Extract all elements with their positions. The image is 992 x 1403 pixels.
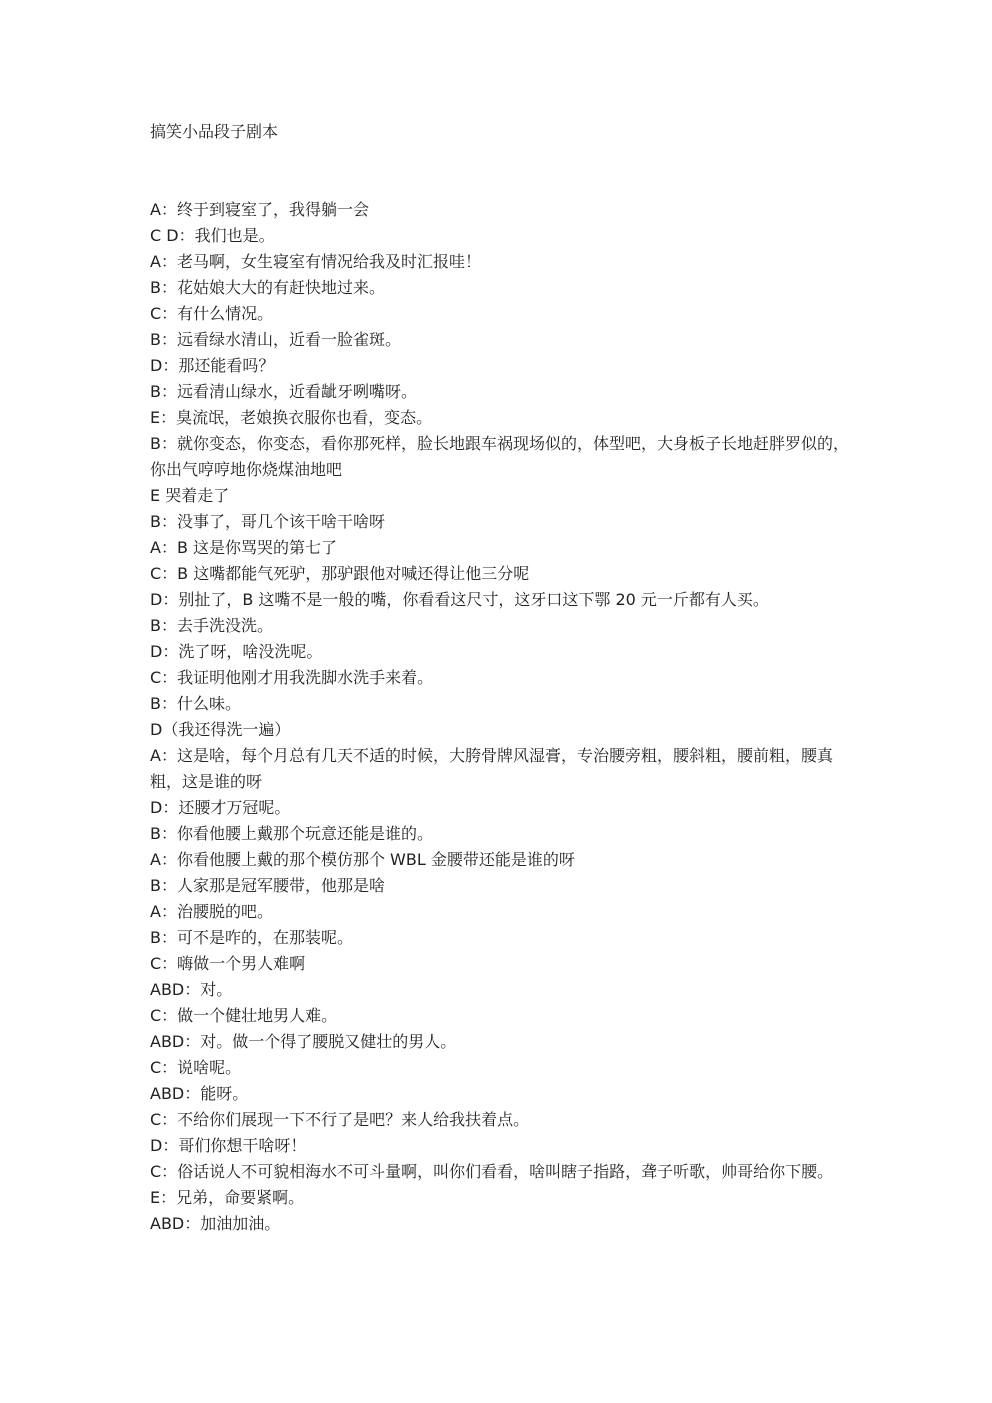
script-line: C D：我们也是。 [150, 226, 275, 245]
script-line: D：洗了呀，啥没洗呢。 [150, 642, 323, 661]
script-line: E：臭流氓，老娘换衣服你也看，变态。 [150, 408, 433, 427]
script-line: B：远看绿水清山，近看一脸雀斑。 [150, 330, 401, 349]
script-line: C：嗨做一个男人难啊 [150, 954, 306, 973]
script-line: A：老马啊，女生寝室有情况给我及时汇报哇！ [150, 252, 481, 271]
script-line: C：俗话说人不可貌相海水不可斗量啊，叫你们看看，啥叫瞎子指路，聋子听歌，帅哥给你下腰。 [150, 1162, 834, 1181]
script-line: B：远看清山绿水，近看龇牙咧嘴呀。 [150, 382, 417, 401]
script-line: C：我证明他刚才用我洗脚水洗手来着。 [150, 668, 434, 687]
script-line: D：还腰才万冠呢。 [150, 798, 291, 817]
script-line: D：那还能看吗？ [150, 356, 275, 375]
script-line: D（我还得洗一遍） [150, 720, 291, 739]
script-line: A：终于到寝室了，我得躺一会 [150, 200, 369, 219]
script-line: B：去手洗没洗。 [150, 616, 273, 635]
script-line: E 哭着走了 [150, 486, 230, 505]
script-line: C：说啥呢。 [150, 1058, 242, 1077]
script-line: ABD：能呀。 [150, 1084, 249, 1103]
script-line: C：不给你们展现一下不行了是吧？来人给我扶着点。 [150, 1110, 530, 1129]
script-line: B：你看他腰上戴那个玩意还能是谁的。 [150, 824, 433, 843]
script-line: D：哥们你想干啥呀！ [150, 1136, 307, 1155]
script-line: A：治腰脱的吧。 [150, 902, 273, 921]
script-line: A：B 这是你骂哭的第七了 [150, 538, 338, 557]
script-line: E：兄弟，命要紧啊。 [150, 1188, 305, 1207]
script-line: B：没事了，哥几个该干啥干啥呀 [150, 512, 385, 531]
script-line: ABD：加油加油。 [150, 1214, 281, 1233]
script-line: C：有什么情况。 [150, 304, 274, 323]
script-line: D：别扯了，B 这嘴不是一般的嘴，你看看这尺寸，这牙口这下鄂 20 元一斤都有人买。 [150, 590, 769, 609]
document-title: 搞笑小品段子剧本 [150, 122, 279, 141]
script-line: A：你看他腰上戴的那个模仿那个 WBL 金腰带还能是谁的呀 [150, 850, 575, 869]
script-line: B：什么味。 [150, 694, 241, 713]
script-line: B：就你变态，你变态，看你那死样，脸长地跟车祸现场似的，体型吧，大身板子长地赶胖罗似的，你出气哼哼地你烧煤油地吧 [150, 434, 849, 479]
script-line: B：可不是咋的，在那装呢。 [150, 928, 353, 947]
script-line: B：花姑娘大大的有赶快地过来。 [150, 278, 385, 297]
script-line: ABD：对。 [150, 980, 233, 999]
script-line: C：做一个健壮地男人难。 [150, 1006, 338, 1025]
script-line: ABD：对。做一个得了腰脱又健壮的男人。 [150, 1032, 457, 1051]
script-line: C：B 这嘴都能气死驴，那驴跟他对喊还得让他三分呢 [150, 564, 530, 583]
script-line: A：这是啥，每个月总有几天不适的时候，大胯骨牌风湿膏，专治腰旁粗，腰斜粗，腰前粗，腰真粗，这是谁的呀 [150, 746, 833, 791]
script-body [150, 197, 855, 1237]
script-line: B：人家那是冠军腰带，他那是啥 [150, 876, 385, 895]
